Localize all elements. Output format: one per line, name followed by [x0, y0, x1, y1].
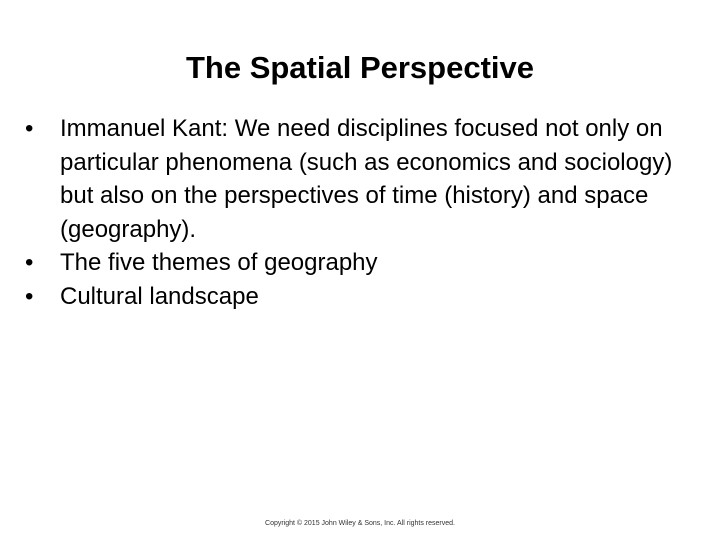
- bullet-item: [25, 246, 705, 280]
- bullet-text: Immanuel Kant: We need disciplines focused not only on particular phenomena (such as economics and sociology) but also on the perspectives of time (history) and space (geography).: [60, 115, 673, 243]
- copyright-footer: Copyright © 2015 John Wiley & Sons, Inc. All rights reserved.: [265, 520, 455, 527]
- bullet-list: [25, 112, 705, 313]
- bullet-icon: •: [25, 249, 34, 276]
- bullet-text: Cultural landscape: [60, 282, 259, 310]
- bullet-item: [25, 280, 705, 314]
- bullet-icon: •: [25, 115, 34, 142]
- slide-title: The Spatial Perspective: [185, 50, 535, 85]
- bullet-item: [25, 112, 705, 246]
- bullet-icon: •: [25, 282, 34, 310]
- bullet-text: The five themes of geography: [60, 249, 378, 276]
